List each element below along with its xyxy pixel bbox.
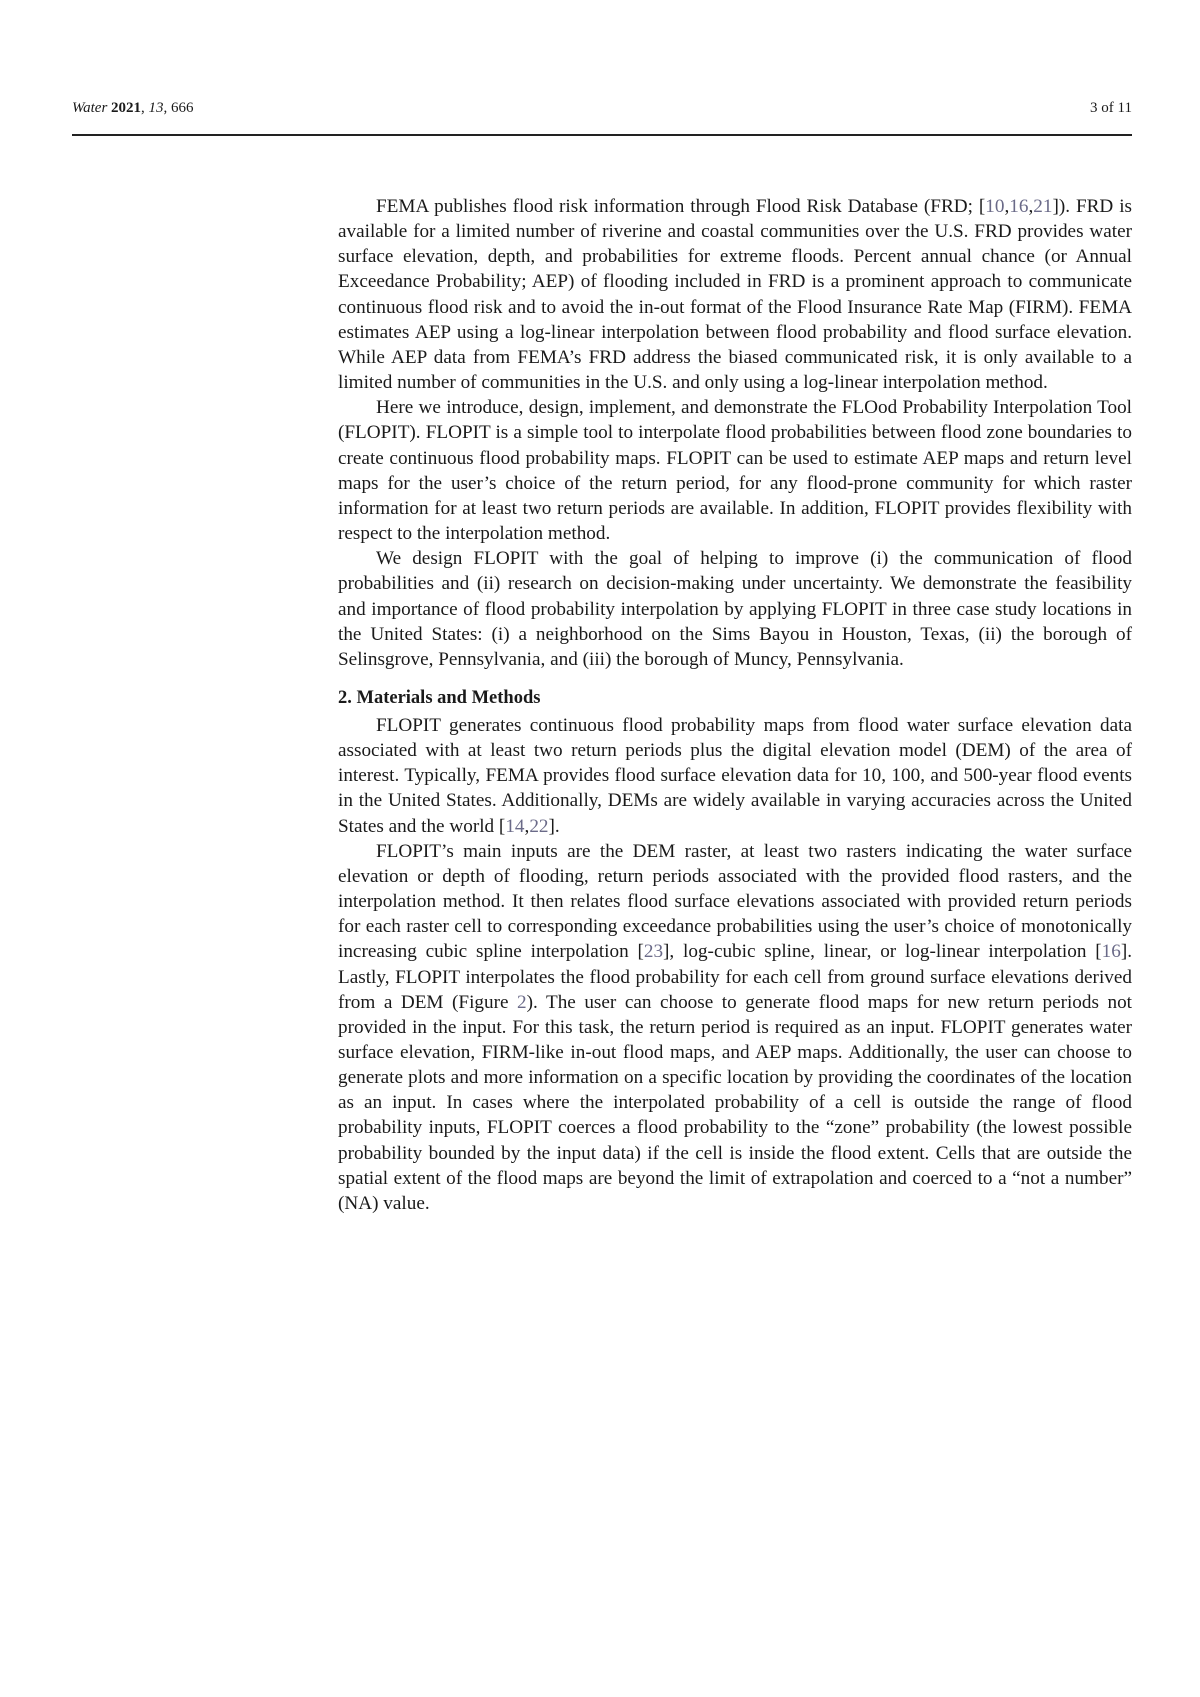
paragraph xyxy=(338,194,1132,395)
paragraph xyxy=(338,395,1132,546)
paragraph xyxy=(338,713,1132,839)
citation-link[interactable]: 22 xyxy=(529,815,549,837)
citation-link[interactable]: 21 xyxy=(1033,196,1053,217)
page-number: 3 of 11 xyxy=(1090,100,1132,116)
paragraph-text: ). The user can choose to generate flood maps for new return periods not provided in the input. For this task, the return period is required as an input. FLOPIT generates water surface elevation, FIRM-like in-out flood maps, and AEP maps. Additionally, the user can choose to generate plots and more information on a specific location by providing the coordinates of the location as an input. In cases where the interpolated probability of a cell is outside the range of flood probability inputs, FLOPIT coerces a flood probability to the “zone” probability (the lowest possible probability bounded by the input data) if the cell is inside the flood extent. Cells that are outside the spatial extent of the flood maps are beyond the limit of extrapolation and coerced to a “not a number” (NA) value. xyxy=(338,991,1133,1214)
introduction-paragraphs xyxy=(338,194,1132,672)
citation-link[interactable]: 16 xyxy=(1009,196,1029,217)
section-heading: 2. Materials and Methods xyxy=(338,687,541,708)
citation-link[interactable]: 23 xyxy=(643,941,664,963)
journal-name: Water xyxy=(72,100,108,116)
journal-volume: 13 xyxy=(148,100,164,116)
paragraph-text: FLOPIT’s main inputs are the DEM raster, at least two rasters indicating the water surface elevation or depth of flooding, return periods associated with the provided flood rasters, and the interpolation method. It then relates flood surface elevations associated with provided return periods for each raster cell to corresponding exceedance probabilities using the user’s choice of monotonically increasing cubic spline interpolation [ xyxy=(338,840,1132,963)
paragraph-text: , xyxy=(524,815,530,837)
methods-paragraphs xyxy=(338,713,1132,1216)
journal-citation: Water 2021, 13, 666 xyxy=(72,100,194,116)
paragraph-text: ], log-cubic spline, linear, or log-linear interpolation [ xyxy=(663,941,1102,963)
citation-link[interactable]: 2 xyxy=(517,991,527,1013)
article-number: 666 xyxy=(171,100,194,116)
paragraph-text: ]. xyxy=(548,815,560,837)
paragraph-text: ]). FRD is available for a limited number of riverine and coastal communities over the U.S. FRD provides water surface elevation, depth, and probabilities for extreme floods. Percent annual chance (or Annual Exceedance Probability; AEP) of flooding included in FRD is a prominent approach to communicate continuous flood risk and to avoid the in-out format of the Flood Insurance Rate Map (FIRM). FEMA estimates AEP using a log-linear interpolation between flood probability and flood surface elevation. While AEP data from FEMA’s FRD address the biased communicated risk, it is only available to a limited number of communities in the U.S. and only using a log-linear interpolation method. xyxy=(338,196,1132,394)
citation-link[interactable]: 14 xyxy=(505,815,525,837)
header-rule xyxy=(72,134,1132,136)
paragraph xyxy=(338,839,1132,1216)
paragraph-text: We design FLOPIT with the goal of helping to improve (i) the communication of flood probabilities and (ii) research on decision-making under uncertainty. We demonstrate the feasibility and importance of flood probability interpolation by applying FLOPIT in three case study locations in the United States: (i) a neighborhood on the Sims Bayou in Houston, Texas, (ii) the borough of Selinsgrove, Pennsylvania, and (iii) the borough of Muncy, Pennsylvania. xyxy=(338,548,1132,670)
paragraph-text: , xyxy=(1004,196,1010,217)
running-header xyxy=(72,100,1132,124)
paragraph-text: FLOPIT generates continuous flood probability maps from flood water surface elevation data associated with at least two return periods plus the digital elevation model (DEM) of the area of interest. Typically, FEMA provides flood surface elevation data for 10, 100, and 500-year flood events in the United States. Additionally, DEMs are widely available in varying accuracies across the United States and the world [ xyxy=(338,714,1132,837)
paragraph-text: ]. Lastly, FLOPIT interpolates the flood probability for each cell from ground surface elevations derived from a DEM (Figure xyxy=(338,941,1132,1013)
paragraph-text: FEMA publishes flood risk information through Flood Risk Database (FRD; [ xyxy=(376,196,986,217)
journal-year: 2021 xyxy=(111,100,142,116)
citation-link[interactable]: 16 xyxy=(1101,941,1121,963)
citation-link[interactable]: 10 xyxy=(985,196,1005,217)
paragraph-text: , xyxy=(1028,196,1034,217)
main-text xyxy=(338,194,1132,1216)
paragraph xyxy=(338,546,1132,672)
paragraph-text: Here we introduce, design, implement, and demonstrate the FLOod Probability Interpolation Tool (FLOPIT). FLOPIT is a simple tool to interpolate flood probabilities between flood zone boundaries to create continuous flood probability maps. FLOPIT can be used to estimate AEP maps and return level maps for the user’s choice of the return period, for any flood-prone community for which raster information for at least two return periods are available. In addition, FLOPIT provides flexibility with respect to the interpolation method. xyxy=(338,397,1132,545)
